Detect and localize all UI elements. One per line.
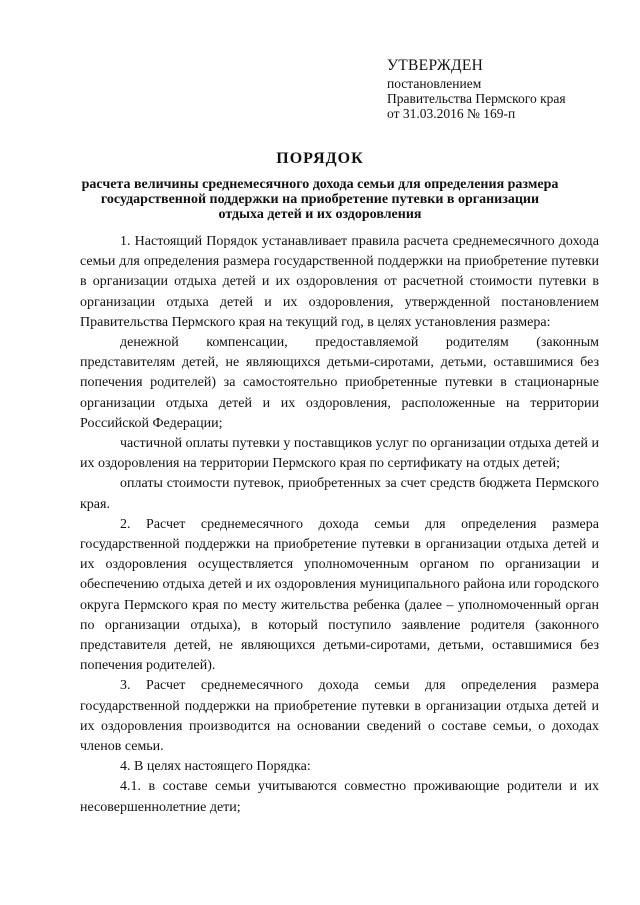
document-heading [80,150,560,222]
document-body [80,232,599,818]
document-title: ПОРЯДОК [276,150,364,167]
paragraph-4-1: 4.1. в составе семьи учитываются совместно проживающие родители и их несовершеннолетние дети; [80,779,599,815]
paragraph-1-item-partial-payment: частичной оплаты путевки у поставщиков услуг по организации отдыха детей и их оздоровления на территории Пермского края по сертификату на отдых детей; [80,436,599,472]
approval-title: УТВЕРЖДЕН [387,57,484,74]
paragraph-1: 1. Настоящий Порядок устанавливает правила расчета среднемесячного дохода семьи для определения размера государственной поддержки на приобретение путевки в организации отдыха детей и их оздоровления от расчетной стоимости путевки в организации отдыха детей и их оздоровления, утвержденной постановлением Правительства Пермского края на текущий год, в целях установления размера: [80,234,599,330]
approval-stamp [387,58,627,121]
document-subtitle: расчета величины среднемесячного дохода семьи для определения размера государственной поддержки на приобретение путевки в организации отдыха детей и их оздоровления [81,177,559,222]
approval-line: постановлением [387,76,482,91]
paragraph-1-item-compensation: денежной компенсации, предоставляемой родителям (законным представителям детей, не являющихся детьми-сиротами, детьми, оставшимися без попечения родителей) за самостоятельно приобретенные путевки в стационарные организации отдыха детей и их оздоровления, расположенные на территории Российской Федерации; [80,335,599,431]
approval-line: Правительства Пермского края [387,91,566,106]
paragraph-1-item-budget-payment: оплаты стоимости путевок, приобретенных за счет средств бюджета Пермского края. [80,476,599,512]
paragraph-3: 3. Расчет среднемесячного дохода семьи для определения размера государственной поддержки на приобретение путевки в организации отдыха детей и их оздоровления производится на основании сведений о составе семьи, о доходах членов семьи. [80,678,599,755]
approval-line: от 31.03.2016 № 169-п [387,106,516,121]
paragraph-2: 2. Расчет среднемесячного дохода семьи для определения размера государственной поддержки на приобретение путевки в организации отдыха детей и их оздоровления осуществляется уполномоченным органом по организации и обеспечению отдыха детей и их оздоровления муниципального района или городского округа Пермского края по месту жительства ребенка (далее – уполномоченный орган по организации отдыха), в который поступило заявление родителя (законного представителя детей, не являющихся детьми-сиротами, детьми, оставшимися без попечения родителей). [80,516,599,674]
paragraph-4: 4. В целях настоящего Порядка: [120,759,311,775]
